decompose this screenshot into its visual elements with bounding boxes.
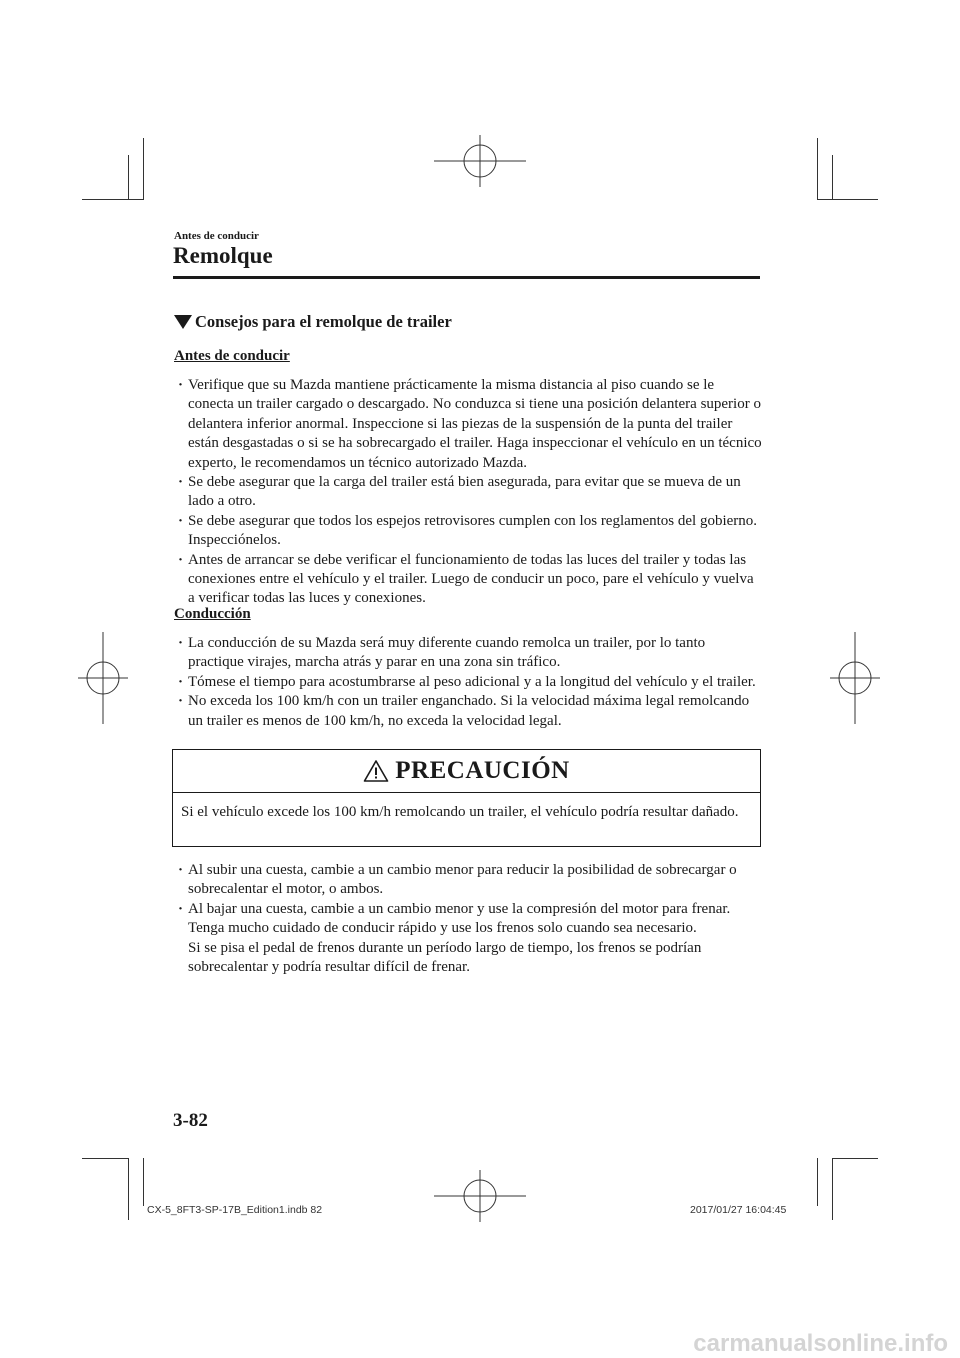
header-rule — [173, 276, 760, 279]
bullet-list-antes — [178, 376, 763, 609]
footer-timestamp: 2017/01/27 16:04:45 — [690, 1204, 787, 1216]
crop-mark — [82, 1158, 129, 1159]
crop-mark — [832, 155, 833, 200]
crop-mark — [817, 1158, 818, 1206]
subheading-conduccion: Conducción — [174, 606, 251, 622]
registration-mark — [830, 632, 880, 724]
crop-mark — [128, 155, 129, 200]
caution-title: PRECAUCIÓN — [395, 757, 570, 784]
caution-header — [173, 750, 760, 793]
crop-mark — [817, 138, 818, 200]
list-item: · Verifique que su Mazda mantiene prácticamente la misma distancia al piso cuando se le conecta un trailer cargado o descargado. No conduzca si tiene una posición delantera superior o delantera inferior anormal. Inspeccione si las piezas de la suspensión de la punta del trailer están desgastadas o si se ha sobrecargado el trailer. Haga inspeccionar el vehículo en un técnico experto, le recomendamos un técnico autorizado Mazda. — [178, 376, 763, 473]
registration-mark — [78, 632, 128, 724]
footer-file: CX-5_8FT3-SP-17B_Edition1.indb 82 — [147, 1204, 323, 1216]
list-item: · Se debe asegurar que todos los espejos retrovisores cumplen con los reglamentos del gobierno. Inspecciónelos. — [178, 512, 763, 551]
crop-mark — [817, 199, 878, 200]
bullet-list-conduccion — [178, 634, 763, 731]
list-item: · Al bajar una cuesta, cambie a un cambio menor y use la compresión del motor para frenar. Tenga mucho cuidado de conducir rápido y use los frenos solo cuando sea necesario. Si se pisa el pedal de frenos durante un período largo de tiempo, los frenos se podrían sobrecalentar y podría resultar difícil de frenar. — [178, 900, 763, 978]
list-item: · La conducción de su Mazda será muy diferente cuando remolca un trailer, por lo tanto practique virajes, marcha atrás y parar en una zona sin tráfico. — [178, 634, 763, 673]
caution-box — [172, 749, 761, 847]
watermark: carmanualsonline.info — [693, 1330, 948, 1357]
caution-text: Si el vehículo excede los 100 km/h remolcando un trailer, el vehículo podría resultar dañado. — [181, 804, 739, 820]
crop-mark — [832, 1158, 833, 1220]
crop-mark — [832, 1158, 878, 1159]
warning-triangle-icon — [363, 759, 389, 783]
list-item: · Se debe asegurar que la carga del trailer está bien asegurada, para evitar que se mueva de un lado a otro. — [178, 473, 763, 512]
list-item: · Al subir una cuesta, cambie a un cambio menor para reducir la posibilidad de sobrecargar o sobrecalentar el motor, o ambos. — [178, 861, 763, 900]
registration-mark — [434, 1170, 526, 1222]
crop-mark — [143, 1158, 144, 1206]
topic-heading-text: Consejos para el remolque de trailer — [195, 312, 452, 331]
list-item: · No exceda los 100 km/h con un trailer enganchado. Si la velocidad máxima legal remolcando un trailer es menos de 100 km/h, no exceda la velocidad legal. — [178, 692, 763, 731]
bullet-list-after — [178, 861, 763, 977]
page-number: 3-82 — [173, 1110, 208, 1131]
section-label: Antes de conducir — [174, 230, 259, 242]
list-item: · Tómese el tiempo para acostumbrarse al peso adicional y a la longitud del vehículo y el trailer. — [178, 673, 763, 692]
registration-mark — [434, 135, 526, 187]
subheading-antes: Antes de conducir — [174, 348, 290, 364]
crop-mark — [82, 199, 143, 200]
chapter-title: Remolque — [173, 243, 273, 268]
crop-mark — [128, 1158, 129, 1220]
crop-mark — [143, 138, 144, 200]
triangle-down-icon — [174, 315, 192, 329]
list-item: · Antes de arrancar se debe verificar el funcionamiento de todas las luces del trailer y todas las conexiones entre el vehículo y el trailer. Luego de conducir un poco, pare el vehículo y vuelva a verificar todas las luces y conexiones. — [178, 551, 763, 609]
topic-heading — [174, 312, 452, 332]
